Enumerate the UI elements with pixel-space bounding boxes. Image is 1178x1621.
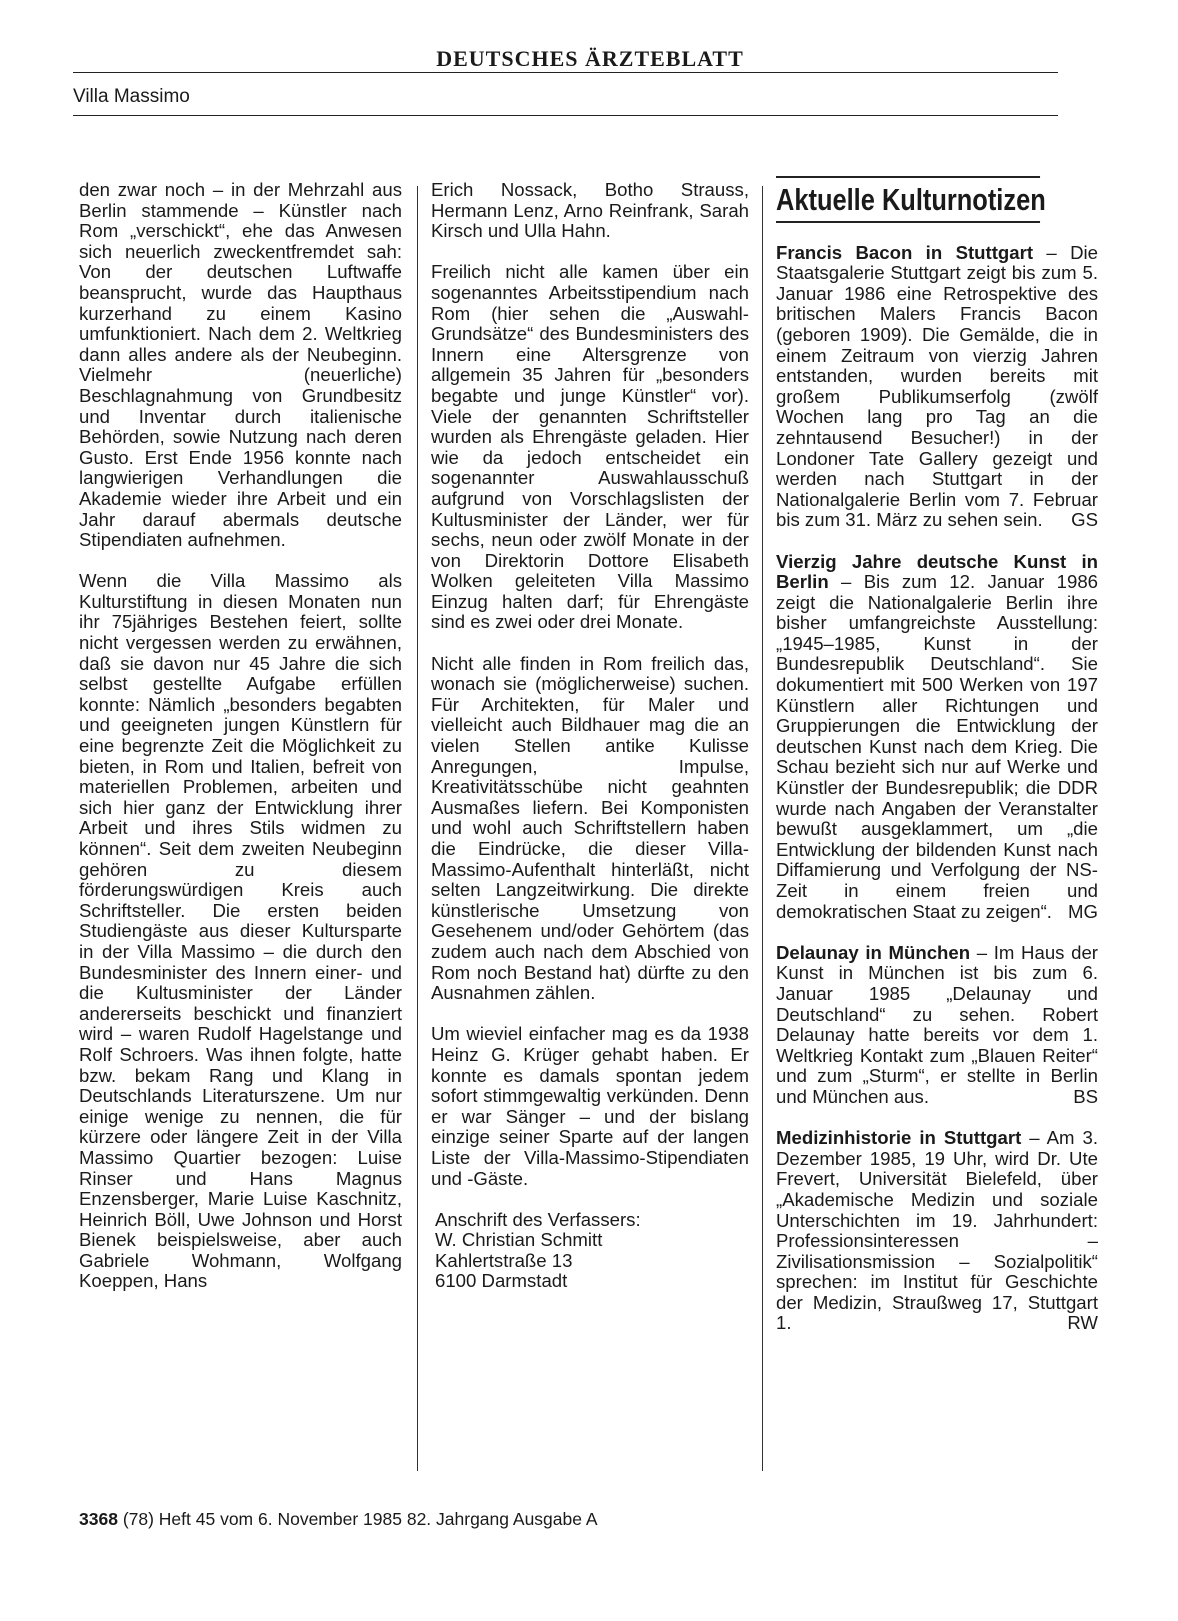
column-divider-2 bbox=[762, 186, 763, 1471]
news-item-signature: MG bbox=[1068, 900, 1098, 922]
news-column bbox=[776, 176, 1098, 1355]
article-paragraph: Um wieviel einfacher mag es da 1938 Heinz G. Krüger gehabt haben. Er konnte es damals spontan jedem sofort stimmgewaltig verkünden. Denn er war Sänger – und der bislang einzige seiner Sparte auf der langen Liste der Villa-Massimo-Stipendiaten und -Gäste. bbox=[431, 1023, 749, 1189]
news-item-body: – Im Haus der Kunst in München ist bis zum 6. Januar 1985 „Delaunay und Deutschland“ zu sehen. Robert Delaunay hatte bereits vor dem 1. Weltkrieg Kontakt zum „Blauen Reiter“ und zum „Sturm“, er stellte in Berlin und München aus. bbox=[776, 941, 1098, 1107]
news-item-signature: GS bbox=[1071, 509, 1098, 531]
news-item-body: – Bis zum 12. Januar 1986 zeigt die Nationalgalerie Berlin ihre bisher umfangreichste Ausstellung: „1945–1985, Kunst in der Bundesrepublik Deutschland“. Sie dokumentiert mit 500 Werken von 197 Künstlern aller Richtungen und Gruppierungen die Entwicklung der deutschen Kunst nach dem Krieg. Die Schau bezieht sich nur auf Werke und Künstler der Bundesrepublik; die DDR wurde nach Angaben der Veranstalter bewußt ausgeklammert, um „die Entwicklung der bildenden Kunst nach Diffamierung und Verfolgung der NS-Zeit in einem freien und demokratischen Staat zu zeigen“. bbox=[776, 571, 1098, 922]
article-paragraph: Nicht alle finden in Rom freilich das, wonach sie (möglicherweise) suchen. Für Architekten, für Maler und vielleicht auch Bildhauer mag die an vielen Stellen antike Kulisse Anregungen, Impulse, Kreativitätsschübe nicht geahnten Ausmaßes liefern. Bei Komponisten und wohl auch Schriftstellern haben die Eindrücke, die dieser Villa-Massimo-Aufenthalt hinterläßt, nicht selten Langzeitwirkung. Die direkte künstlerische Umsetzung von Gesehenem und/oder Gehörtem (das zudem auch nach dem Abschied von Rom noch Bestand hat) dürfte zu den Ausnahmen zählen. bbox=[431, 652, 749, 1004]
address-label: Anschrift des Verfassers: bbox=[435, 1208, 641, 1230]
page-footer bbox=[79, 1509, 598, 1530]
news-item-headline: Vierzig Jahre deutsche Kunst in Berlin bbox=[776, 550, 1098, 593]
news-box-title: Aktuelle Kulturnotizen bbox=[776, 176, 1040, 223]
address-street: Kahlertstraße 13 bbox=[435, 1249, 573, 1271]
header-rule-top bbox=[73, 72, 1058, 73]
article-paragraph: Erich Nossack, Botho Strauss, Hermann Lenz, Arno Reinfrank, Sarah Kirsch und Ulla Hahn. bbox=[431, 179, 749, 242]
news-item bbox=[776, 943, 1098, 1108]
column-divider-1 bbox=[417, 186, 418, 1471]
journal-title: DEUTSCHES ÄRZTEBLATT bbox=[436, 46, 744, 71]
issue-info: (78) Heft 45 vom 6. November 1985 82. Jahrgang Ausgabe A bbox=[122, 1509, 598, 1529]
article-paragraph: Freilich nicht alle kamen über ein sogenanntes Arbeitsstipendium nach Rom (hier sehen die „Auswahl-Grundsätze“ des Bundesministers des Innern eine Altersgrenze von allgemein 35 Jahren für „besonders begabte und junge Künstler“ vor). Viele der genannten Schriftsteller wurden als Ehrengäste geladen. Hier wie da jedoch entscheidet ein sogenannter Auswahlausschuß aufgrund von Vorschlagslisten der Kultusminister der Länder, wer für sechs, neun oder zwölf Monate in der von Direktorin Dottore Elisabeth Wolken geleiteten Villa Massimo Einzug halten darf; für Ehrengäste sind es zwei oder drei Monate. bbox=[431, 261, 749, 633]
news-item bbox=[776, 243, 1098, 531]
news-item-signature: RW bbox=[1067, 1312, 1098, 1334]
article-column-2 bbox=[431, 180, 749, 1292]
article-paragraph: Wenn die Villa Massimo als Kulturstiftung in diesen Monaten nun ihr 75jähriges Bestehen feiert, sollte nicht vergessen werden zu erwähnen, daß sie davon nur 45 Jahre die sich selbst gestellte Aufgabe erfüllen konnte: Nämlich „besonders begabten und geeigneten jungen Künstlern für eine begrenzte Zeit die Möglichkeit zu bieten, in Rom und Italien, befreit von materiellen Problemen, arbeiten und sich hier ganz der Entwicklung ihrer Arbeit und ihres Stils widmen zu können“. Seit dem zweiten Neubeginn gehören zu diesem förderungswürdigen Kreis auch Schriftsteller. Die ersten beiden Studiengäste aus dieser Kultursparte in der Villa Massimo – die durch den Bundesminister des Innern einer- und die Kultusminister der Länder andererseits beschickt und finanziert wird – waren Rudolf Hagelstange und Rolf Schroers. Was ihnen folgte, hatte bzw. bekam Rang und Klang in Deutschlands Literaturszene. Um nur einige wenige zu nennen, die für kürzere oder längere Zeit in der Villa Massimo Quartier bezogen: Luise Rinser und Hans Magnus Enzensberger, Marie Luise Kaschnitz, Heinrich Böll, Uwe Johnson und Horst Bienek beispielsweise, aber auch Gabriele Wohmann, Wolfgang Koeppen, Hans bbox=[79, 570, 402, 1292]
article-paragraph: den zwar noch – in der Mehrzahl aus Berlin stammende – Künstler nach Rom „verschickt“, ehe das Anwesen sich neuerlich zweckentfremdet sah: Von der deutschen Luftwaffe beansprucht, wurde das Haupthaus kurzerhand zu einem Kasino umfunktioniert. Nach dem 2. Weltkrieg dann alles andere als der Neubeginn. Vielmehr (neuerliche) Beschlagnahmung von Grundbesitz und Inventar durch italienische Behörden, sowie Nutzung nach deren Gusto. Erst Ende 1956 konnte nach langwierigen Verhandlungen die Akademie wieder ihre Arbeit und ein Jahr darauf abermals deutsche Stipendiaten aufnehmen. bbox=[79, 179, 402, 551]
author-address bbox=[435, 1210, 749, 1292]
author-name: W. Christian Schmitt bbox=[435, 1229, 603, 1251]
news-item-headline: Francis Bacon in Stuttgart bbox=[776, 241, 1034, 263]
header-rule-bottom bbox=[73, 115, 1058, 116]
news-item-body: – Die Staatsgalerie Stuttgart zeigt bis zum 5. Januar 1986 eine Retrospektive des britischen Malers Francis Bacon (geboren 1909). Die Gemälde, die in einem Zeitraum von vierzig Jahren entstanden, wurden bereits mit großem Publikumserfolg (zwölf Wochen lang pro Tag an die zehntausend Besucher!) in der Londoner Tate Gallery gezeigt und werden nach Stuttgart in der Nationalgalerie Berlin vom 7. Februar bis zum 31. März zu sehen sein. bbox=[776, 241, 1098, 531]
news-item bbox=[776, 1128, 1098, 1334]
news-item-headline: Medizinhistorie in Stuttgart bbox=[776, 1127, 1022, 1149]
page-number: 3368 bbox=[79, 1509, 118, 1529]
address-city: 6100 Darmstadt bbox=[435, 1270, 568, 1292]
article-column-1 bbox=[79, 180, 402, 1292]
news-item-signature: BS bbox=[1073, 1085, 1098, 1107]
section-title: Villa Massimo bbox=[73, 86, 190, 107]
news-item bbox=[776, 552, 1098, 923]
news-item-headline: Delaunay in München bbox=[776, 941, 971, 963]
news-item-body: – Am 3. Dezember 1985, 19 Uhr, wird Dr. Ute Frevert, Universität Bielefeld, über „Akademische Medizin und soziale Unterschichten im 19. Jahrhundert: Professionsinteressen – Zivilisationsmission – Sozialpolitik“ sprechen: im Institut für Geschichte der Medizin, Straußweg 17, Stuttgart 1. bbox=[776, 1127, 1098, 1334]
